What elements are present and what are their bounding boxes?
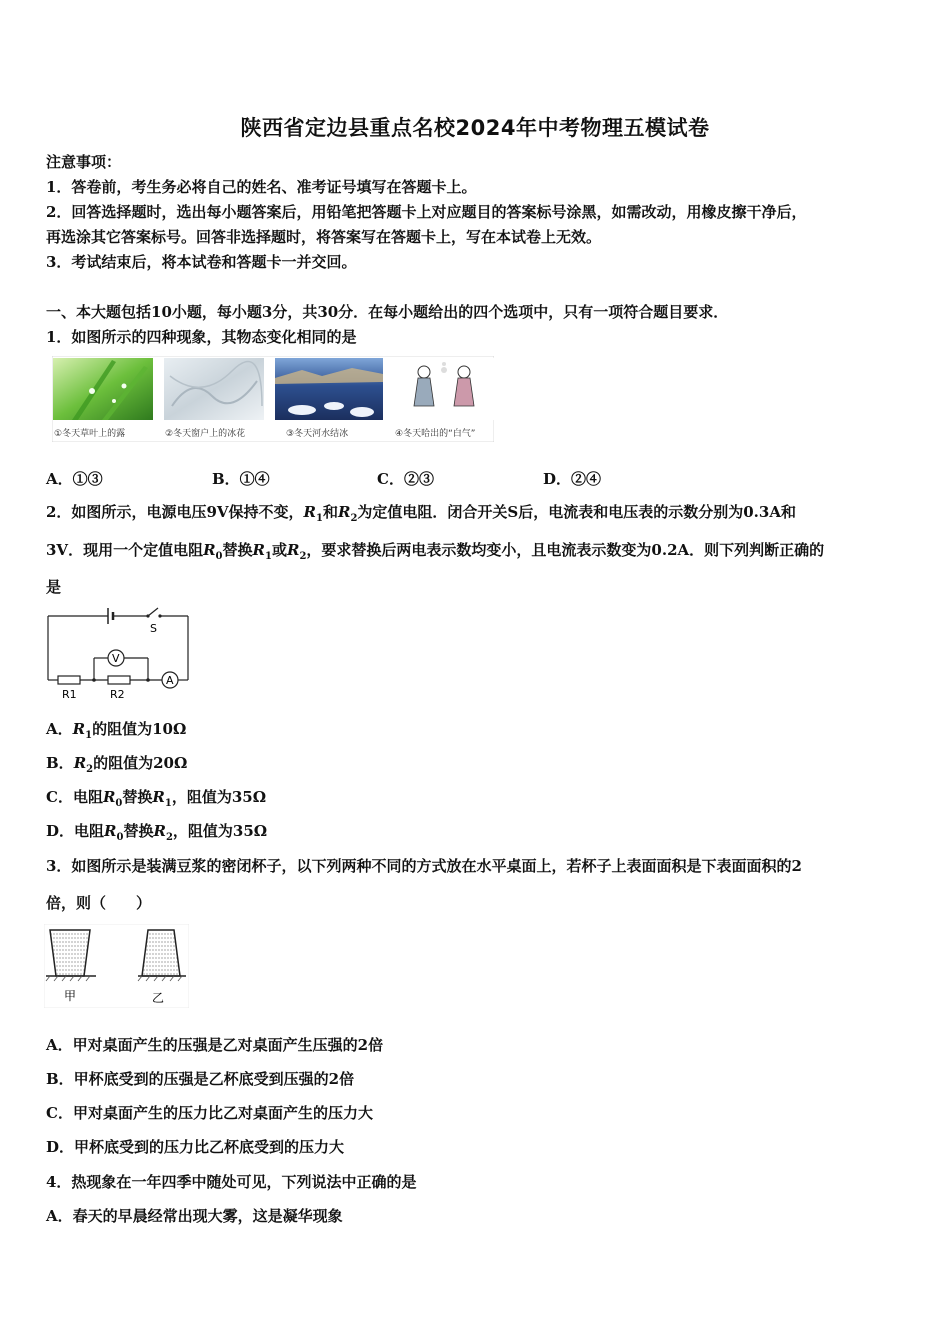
q1-caption: ④冬天哈出的“白气” [395, 429, 476, 439]
q1-option: C．②③ [377, 470, 434, 488]
notice-item: 2．回答选择题时，选出每小题答案后，用铅笔把答题卡上对应题目的答案标号涂黑，如需改动，用橡皮擦干净后， [46, 203, 807, 221]
circuit-diagram [44, 604, 194, 700]
q2-option: D．电阻$R_0$替换$R_2$，阻值为35Ω [46, 822, 268, 843]
q1-caption: ②冬天窗户上的冰花 [165, 429, 246, 439]
r2-resistor [108, 676, 130, 684]
q3-option: B．甲杯底受到的压强是乙杯底受到压强的2倍 [46, 1070, 355, 1088]
dew-photo [53, 358, 153, 420]
q3-line2: 倍，则（ ） [46, 894, 152, 912]
q2-line2: 3V．现用一个定值电阻$R_0$替换$R_1$或$R_2$，要求替换后两电表示数均变小，且电流表示数变为0.2A．则下列判断正确的 [46, 541, 825, 562]
q4-option: A．春天的早晨经常出现大雾，这是凝华现象 [46, 1207, 343, 1225]
q3-figure [44, 924, 189, 1008]
r1-label: R1 [62, 688, 77, 700]
q2-option: A．$R_1$的阻值为10Ω [46, 720, 187, 741]
cups-diagram [44, 924, 189, 1008]
q1-caption: ③冬天河水结冰 [286, 429, 349, 439]
notice-heading: 注意事项： [46, 153, 122, 171]
q1-option: D．②④ [543, 470, 602, 488]
frozen-river-photo [275, 358, 383, 420]
q3-option: D．甲杯底受到的压力比乙杯底受到的压力大 [46, 1138, 345, 1156]
q2-option: C．电阻$R_0$替换$R_1$，阻值为35Ω [46, 788, 267, 809]
frost-photo [164, 358, 264, 420]
q3-option: C．甲对桌面产生的压力比乙对桌面产生的压力大 [46, 1104, 373, 1122]
notice-item: 1．答卷前，考生务必将自己的姓名、准考证号填写在答题卡上。 [46, 178, 477, 196]
voltmeter-label: V [112, 652, 120, 665]
q1-caption: ①冬天草叶上的露 [54, 429, 126, 439]
q1-stem: 1．如图所示的四种现象，其物态变化相同的是 [46, 328, 357, 346]
q1-option: B．①④ [212, 470, 270, 488]
notice-item: 再选涂其它答案标号。回答非选择题时，将答案写在答题卡上，写在本试卷上无效。 [46, 228, 602, 246]
cup-yi [142, 930, 180, 976]
breath-cartoon [394, 358, 494, 420]
r1-resistor [58, 676, 80, 684]
ammeter-label: A [166, 674, 174, 687]
switch-blade [148, 608, 158, 616]
q2-circuit [44, 604, 194, 700]
page-title: 陕西省定边县重点名校2024年中考物理五模试卷 [240, 116, 710, 140]
q3-line1: 3．如图所示是装满豆浆的密闭杯子，以下列两种不同的方式放在水平桌面上，若杯子上表面面积是下表面面积的2 [46, 857, 802, 875]
cup-label-jia: 甲 [64, 989, 77, 1003]
switch-label: S [150, 622, 157, 635]
q1-figure [52, 356, 494, 442]
cup-label-yi: 乙 [152, 991, 165, 1005]
q2-line1: 2．如图所示，电源电压9V保持不变，$R_1$和$R_2$为定值电阻．闭合开关S后，电流表和电压表的示数分别为0.3A和 [46, 503, 796, 524]
q1-option: A．①③ [46, 470, 103, 488]
section-heading: 一、本大题包括10小题，每小题3分，共30分．在每小题给出的四个选项中，只有一项符合题目要求． [46, 303, 729, 321]
r2-label: R2 [110, 688, 125, 700]
cup-jia [50, 930, 90, 976]
notice-item: 3．考试结束后，将本试卷和答题卡一并交回。 [46, 253, 357, 271]
q2-line3: 是 [46, 578, 62, 596]
q3-option: A．甲对桌面产生的压强是乙对桌面产生压强的2倍 [46, 1036, 384, 1054]
q4-stem: 4．热现象在一年四季中随处可见，下列说法中正确的是 [46, 1173, 417, 1191]
q2-option: B．$R_2$的阻值为20Ω [46, 754, 188, 775]
